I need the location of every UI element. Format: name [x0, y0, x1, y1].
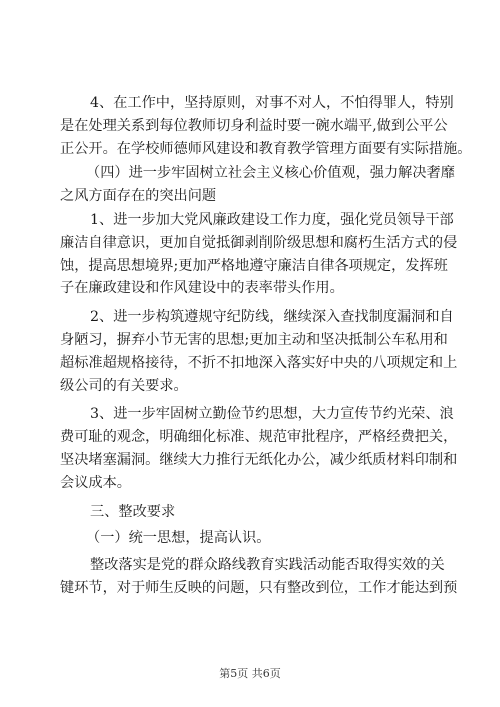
text-line: 2、进一步构筑遵规守纪防线，继续深入查找制度漏洞和自: [90, 309, 454, 326]
text-line: 正公开。在学校师德师风建设和教育教学管理方面要有实际措施。: [60, 140, 472, 157]
text-line: 三、整改要求: [90, 503, 176, 520]
document-body: [60, 92, 472, 600]
text-line: 超标准超规格接待，不折不扣地深入落实好中央的八项规定和上: [60, 354, 458, 371]
paragraph-item-4: [60, 92, 472, 160]
text-line: （一）统一思想，提高认识。: [86, 530, 271, 547]
text-line: 键环节，对于师生反映的问题，只有整改到位，工作才能达到预: [60, 579, 458, 596]
text-line: （四）进一步牢固树立社会主义核心价值观，强力解决奢靡: [86, 165, 455, 182]
text-line: 4、在工作中，坚持原则，对事不对人，不怕得罪人，特别: [90, 95, 454, 111]
section-heading-three: [60, 501, 452, 524]
text-line: 整改落实是党的群众路线教育实践活动能否取得实效的关: [90, 557, 445, 574]
subsection-heading-one: [60, 527, 452, 550]
text-line: 廉洁自律意识，更加自觉抵御剥削阶级思想和腐朽生活方式的侵: [60, 234, 458, 251]
text-line: 是在处理关系到每位教师切身利益时要一碗水端平,做到公平公: [60, 117, 448, 134]
text-line: 3、进一步牢固树立勤俭节约思想，大力宣传节约光荣、浪: [90, 406, 454, 423]
text-line: 坚决堵塞漏洞。继续大力推行无纸化办公，减少纸质材料印制和: [60, 451, 458, 468]
text-line: 级公司的有关要求。: [60, 377, 188, 394]
section-heading-four: [60, 162, 455, 208]
paragraph-item-3: [60, 403, 458, 494]
text-line: 会议成本。: [60, 474, 131, 491]
paragraph-rectification: [60, 554, 458, 600]
text-line: 1、进一步加大党风廉政建设工作力度，强化党员领导干部: [90, 211, 454, 228]
text-line: 身陋习，摒弃小节无害的思想;更加主动和坚决抵制公车私用和: [60, 331, 448, 348]
text-line: 之风方面存在的突出问题: [60, 188, 217, 205]
paragraph-item-2: [60, 306, 458, 397]
paragraph-item-1: [60, 209, 458, 300]
text-line: 子在廉政建设和作风建设中的表率带头作用。: [60, 280, 344, 297]
page-number-footer: 第5页 共6页: [219, 667, 281, 680]
text-line: 蚀，提高思想境界;更加严格地遵守廉洁自律各项规定，发挥班: [60, 257, 448, 274]
text-line: 费可耻的观念，明确细化标准、规范审批程序，严格经费把关，: [60, 429, 458, 446]
